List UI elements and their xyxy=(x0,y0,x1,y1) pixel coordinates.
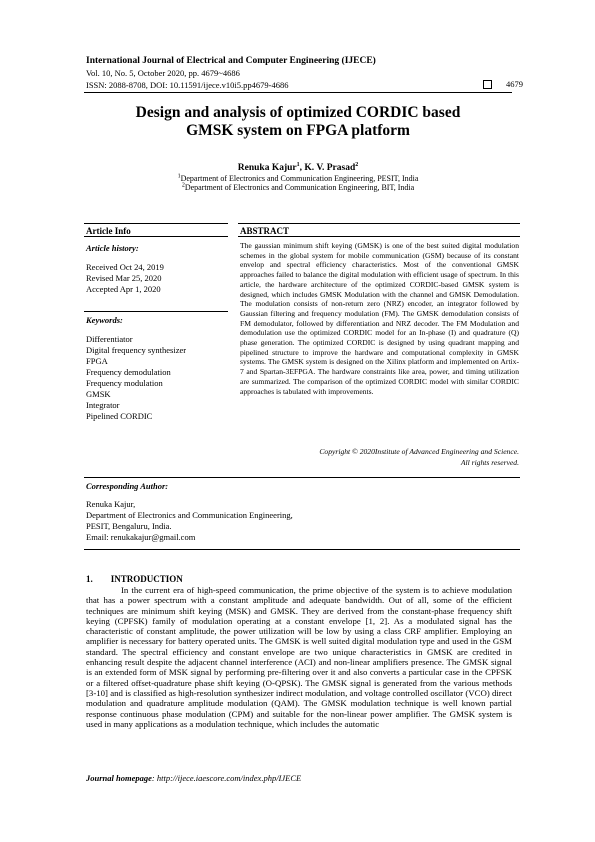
keyword-item: Differentiator xyxy=(86,334,133,344)
copyright-notice xyxy=(240,447,519,468)
corresponding-heading: Corresponding Author: xyxy=(86,481,169,491)
article-history-heading: Article history: xyxy=(86,243,139,253)
affiliation-2-text: Department of Electronics and Communication Engineering, BIT, India xyxy=(184,183,415,192)
author-list xyxy=(84,163,512,173)
affiliation-2 xyxy=(84,183,512,192)
abstract-top-rule xyxy=(238,223,520,224)
abstract-text: The gaussian minimum shift keying (GMSK) is one of the best suited digital modulation schemes in the global system for mobile communication (GSM) because of its constant envelop and spectral efficiency characteristics. Most of the conventional GMSK approaches failed to balance the digital modulation with efficient usage of spectrum. In this article, the hardware architecture of the optimized CORDIC-based GMSK system is designed, which includes GMSK Modulation with the channel and GMSK Demodulation. The modulation consists of non-return zero (NRZ) encoder, an integrator followed by Gaussian filtering and frequency modulation (FM). The GMSK demodulation consists of FM demodulator, followed by differentiation and NRZ decoder. The FM Modulation and demodulation use the optimized CORDIC model for an In-phase (I) and quadrature (Q) phase generation. The optimized CORDIC is designed by using quadrant mapping and pipelined structure to improve the hardware and computational complexity in GMSK systems. The GMSK system is designed on the Xilinx platform and implemented on Artix-7 and Spartan-3EFPGA. The hardware constraints like area, power, and timing utilization are summarized. The comparison of the optimized CORDIC model with similar CORDIC approaches is tabulated with improvements. xyxy=(240,241,519,396)
affiliation-2-sup: 2 xyxy=(181,182,185,189)
author-1: Renuka Kajur xyxy=(237,163,297,173)
affiliation-1-text: Department of Electronics and Communication Engineering, PESIT, India xyxy=(180,174,419,183)
keywords-heading: Keywords: xyxy=(86,315,123,325)
journal-name: International Journal of Electrical and Computer Engineering (IJECE) xyxy=(86,56,376,66)
homepage-label: Journal homepage xyxy=(86,773,152,783)
author-2-sup: 2 xyxy=(355,161,359,168)
issn-doi: ISSN: 2088-8708, DOI: 10.11591/ijece.v10i5.pp4679-4686 xyxy=(86,80,289,90)
corresponding-bottom-rule xyxy=(84,549,520,550)
copyright-line-1: Copyright © 2020Institute of Advanced Engineering and Science. xyxy=(319,447,519,456)
keyword-item: Integrator xyxy=(86,400,120,410)
history-accepted: Accepted Apr 1, 2020 xyxy=(86,284,161,294)
introduction-body xyxy=(86,585,512,729)
paper-title xyxy=(84,104,512,140)
section-heading-introduction: 1. INTRODUCTION xyxy=(86,574,183,584)
keyword-item: Frequency modulation xyxy=(86,378,163,388)
keyword-item: Pipelined CORDIC xyxy=(86,411,153,421)
copyright-line-2: All rights reserved. xyxy=(460,457,519,467)
corresponding-location: PESIT, Bengaluru, India. xyxy=(86,521,172,531)
history-received: Received Oct 24, 2019 xyxy=(86,262,164,272)
volume-info: Vol. 10, No. 5, October 2020, pp. 4679~4686 xyxy=(86,68,240,78)
page-number: 4679 xyxy=(506,79,523,89)
title-line-1: Design and analysis of optimized CORDIC based xyxy=(135,104,461,121)
homepage-url[interactable]: : http://ijece.iaescore.com/index.php/IJECE xyxy=(151,773,302,783)
header-divider xyxy=(84,92,512,93)
square-icon xyxy=(483,80,492,89)
history-revised: Revised Mar 25, 2020 xyxy=(86,273,162,283)
abstract-head-rule xyxy=(238,236,520,237)
abstract-heading: ABSTRACT xyxy=(240,226,290,236)
keywords-rule xyxy=(84,311,228,312)
corresponding-department: Department of Electronics and Communication Engineering, xyxy=(86,510,293,520)
corresponding-top-rule xyxy=(84,477,520,478)
corresponding-email[interactable]: Email: renukakajur@gmail.com xyxy=(86,532,196,542)
keyword-item: Digital frequency synthesizer xyxy=(86,345,187,355)
article-info-heading: Article Info xyxy=(86,226,131,236)
journal-homepage[interactable] xyxy=(86,773,301,783)
author-2: K. V. Prasad xyxy=(304,163,356,173)
keyword-item: GMSK xyxy=(86,389,111,399)
article-info-top-rule xyxy=(84,223,228,224)
affiliation-1-sup: 1 xyxy=(177,173,181,180)
corresponding-name: Renuka Kajur, xyxy=(86,499,136,509)
introduction-paragraph: In the current era of high-speed communication, the prime objective of the system is to achieve modulation that has a power spectrum with a constant amplitude and adequate bandwidth. Out of all, some of the efficient techniques are minimum shift keying (MSK) and GMSK. They are derived from the constant-phase frequency shift keying (CPFSK) family of modulation operating at a constant envelope [1, 2]. As a modulated signal has the characteristic of constant amplitude, the power utilization will be low by using a class CRF amplifier. Employing an amplifier is necessary for battery operated units. The GMSK is well suited digital modulation type and used in the GSM standard. The spectral efficiency and constant envelope are two unique characteristics in GMSK are credited in enhancing result despite the adjacent channel interference (ACI) and non-linear amplifiers presence. The GMSK signal is an extended form of MSK signal by performing pre-filtering over it and also converts a particular case in the CPFSK or a filtered offset-quadrature phase shift keying (O-QPSK). The GMSK signal is generated from the various methods [3-10] and is classified as high-resolution synthesizer indirect modulation, and voltage controlled oscillator (VCO) direct modulation and quadrature amplitude modulation (QAM). The GMSK modulation technique is well known partial response continuous phase modulation (CPM) and suitable for the non-linear power amplifier. The GMSK system is used in many applications as a modulation technique, which includes the automatic xyxy=(86,585,512,729)
article-info-head-rule xyxy=(84,236,228,237)
keyword-item: FPGA xyxy=(86,356,108,366)
title-line-2: GMSK system on FPGA platform xyxy=(186,122,410,139)
affiliation-1 xyxy=(84,174,512,183)
author-1-sup: 1 xyxy=(296,161,300,168)
keyword-item: Frequency demodulation xyxy=(86,367,171,377)
author-separator: , xyxy=(299,163,305,173)
